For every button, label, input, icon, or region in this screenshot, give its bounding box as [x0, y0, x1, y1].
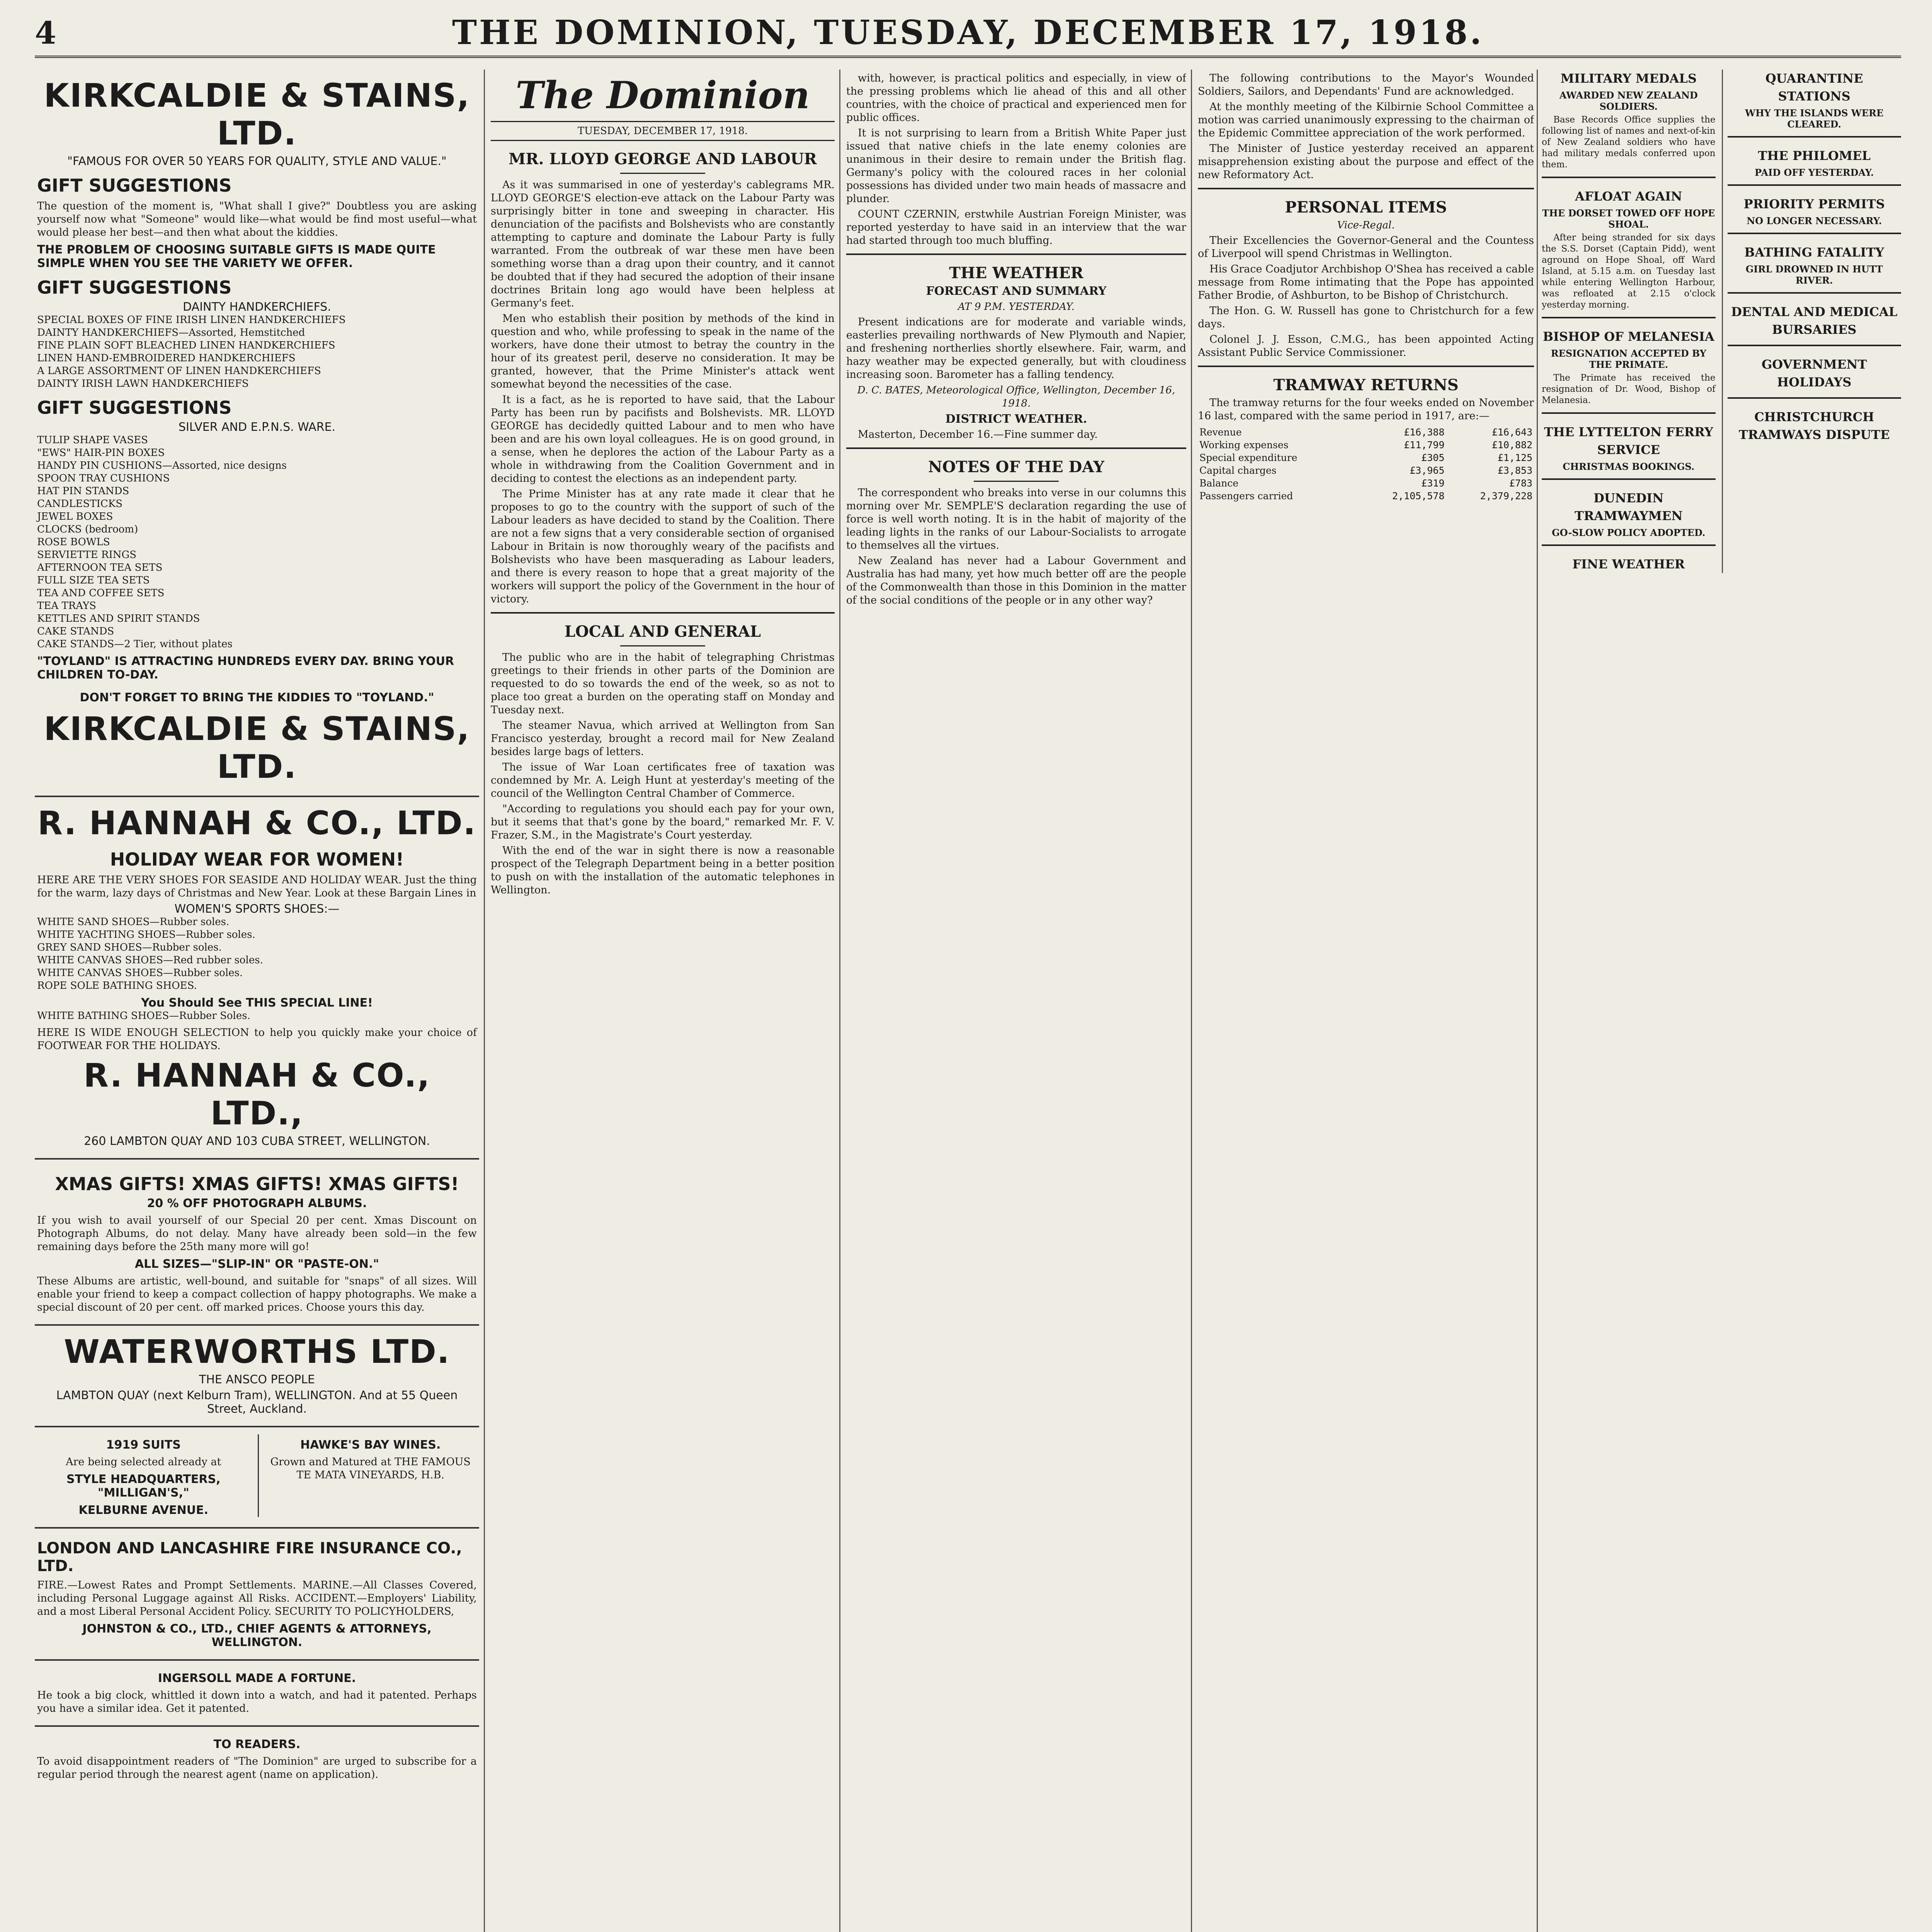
tramway-table	[1198, 426, 1534, 502]
section-subheading: PAID OFF YESTERDAY.	[1755, 167, 1874, 178]
dont-forget-text: DON'T FORGET TO BRING THE KIDDIES TO "TOYLAND."	[80, 691, 434, 704]
paper-nameplate: The Dominion	[515, 73, 810, 117]
list-item: WHITE BATHING SHOES—Rubber Soles.	[37, 1010, 250, 1022]
dunedin-section	[1542, 489, 1716, 538]
divider	[1728, 233, 1901, 234]
news-column-3	[846, 70, 1186, 1932]
table-cell: £10,882	[1492, 439, 1532, 451]
table-cell: £11,799	[1404, 439, 1445, 451]
section-heading: MR. LLOYD GEORGE AND LABOUR	[509, 150, 817, 168]
london-agents: JOHNSTON & CO., LTD., CHIEF AGENTS & ATTORNEYS, WELLINGTON.	[82, 1622, 432, 1649]
suits-text: Are being selected already at	[66, 1456, 221, 1468]
list-item: ROSE BOWLS	[37, 536, 110, 548]
paragraph: The Hon. G. W. Russell has gone to Christchurch for a few days.	[1198, 305, 1534, 330]
table-cell: Balance	[1199, 478, 1239, 489]
section-subheading: DISTRICT WEATHER.	[945, 412, 1087, 426]
fortune-ad	[35, 1661, 479, 1727]
gift-heading: GIFT SUGGESTIONS	[37, 277, 232, 298]
hannah-subhead: WOMEN'S SPORTS SHOES:—	[174, 902, 340, 916]
section-heading: NOTES OF THE DAY	[928, 458, 1104, 476]
xmas-sizes: ALL SIZES—"SLIP-IN" OR "PASTE-ON."	[134, 1257, 379, 1271]
personal-section	[1198, 199, 1534, 359]
london-ad	[35, 1529, 479, 1661]
list-item: HAT PIN STANDS	[37, 485, 129, 497]
paragraph: COUNT CZERNIN, erstwhile Austrian Foreign Minister, was reported yesterday to have said in an interview that the war had started through too much bluffing.	[846, 208, 1186, 247]
handkerchiefs-subhead: DAINTY HANDKERCHIEFS.	[183, 300, 331, 314]
xmas-ad	[35, 1160, 479, 1326]
permits-section	[1728, 195, 1901, 226]
table-cell: £783	[1509, 478, 1532, 489]
weather-time: AT 9 P.M. YESTERDAY.	[958, 301, 1075, 313]
philomel-section	[1728, 147, 1901, 178]
paragraph: Men who establish their position by methods of the kind in question and who, while professing to speak in the name of the workers, have done their utmost to betray the country in the hour of its greatest peril, deserve no consideration. It may be granted, however, that the Prime Minister's attack went somewhat beyond the necessities of the case.	[491, 313, 835, 390]
hannah-heading: HOLIDAY WEAR FOR WOMEN!	[110, 849, 404, 870]
paragraph: At the monthly meeting of the Kilbirnie School Committee a motion was carried unanimously expressing to the chairman of the Epidemic Committee appreciation of the work performed.	[1198, 101, 1534, 139]
column-rule	[1537, 70, 1538, 1932]
quarantine-section	[1728, 70, 1901, 130]
list-item: SPECIAL BOXES OF FINE IRISH LINEN HANDKERCHIEFS	[37, 314, 346, 326]
hannah-bathing	[37, 1010, 477, 1022]
list-item: ROPE SOLE BATHING SHOES.	[37, 980, 197, 992]
list-item: GREY SAND SHOES—Rubber soles.	[37, 942, 222, 953]
divider	[1198, 366, 1534, 367]
list-item: CAKE STANDS—2 Tier, without plates	[37, 638, 233, 650]
table-row	[1198, 477, 1534, 490]
divider	[974, 481, 1059, 482]
list-item: TEA TRAYS	[37, 600, 96, 612]
table-cell: £3,965	[1410, 465, 1445, 476]
table-cell: Capital charges	[1199, 465, 1277, 476]
list-item: FULL SIZE TEA SETS	[37, 575, 150, 586]
waterworths-ad	[35, 1326, 479, 1427]
divider	[1542, 412, 1716, 414]
section-heading: FINE WEATHER	[1572, 557, 1685, 571]
divider	[1542, 544, 1716, 546]
fortune-text: He took a big clock, whittled it down into a watch, and had it patented. Perhaps you have a similar idea. Get it patented.	[37, 1689, 477, 1714]
hannah-special: You Should See THIS SPECIAL LINE!	[141, 996, 373, 1010]
silver-subhead: SILVER AND E.P.N.S. WARE.	[178, 420, 336, 434]
section-heading: MILITARY MEDALS	[1560, 71, 1697, 86]
kirkcaldie-name: KIRKCALDIE & STAINS, LTD.	[44, 77, 470, 152]
fortune-heading: INGERSOLL MADE A FORTUNE.	[158, 1672, 356, 1685]
wines-block	[258, 1434, 477, 1517]
paragraph: Their Excellencies the Governor-General and the Countess of Liverpool will spend Christmas in Wellington.	[1198, 235, 1534, 260]
suits-avenue: KELBURNE AVENUE.	[78, 1503, 208, 1517]
paragraph: It is not surprising to learn from a British White Paper just issued that native chiefs in the late enemy colonies are unanimous in their desire to remain under the British flag. Germany's policy with the coloured races in her colonial possessions has divided under two main heads of massacre and plunder.	[846, 127, 1186, 205]
hannah-name-footer: R. HANNAH & CO., LTD.,	[83, 1056, 430, 1132]
hannah-list	[37, 916, 477, 992]
section-heading: LOCAL AND GENERAL	[564, 622, 761, 641]
paragraph: As it was summarised in one of yesterday's cablegrams MR. LLOYD GEORGE'S election-eve attack on the Labour Party was surprisingly bitter in tone and sweeping in character. His denunciation of the pacifists and Bolshevists who are constantly attempting to capture and dominate the Labour Party is fully warranted. From the outbreak of war these men have been something worse than a drag upon their country, and it cannot be doubted that if they had secured the adoption of their insane doctrines Britain long ago would have been helpless at Germany's feet.	[491, 179, 835, 309]
list-item: WHITE SAND SHOES—Rubber soles.	[37, 916, 230, 928]
table-cell: 2,379,228	[1480, 490, 1532, 502]
quarantine-block	[1722, 70, 1901, 573]
list-item: CLOCKS (bedroom)	[37, 524, 138, 535]
paragraph: The Minister of Justice yesterday received an apparent misapprehension existing about the purpose and effect of the new Reformatory Act.	[1198, 143, 1534, 181]
divider	[1728, 292, 1901, 294]
advertisements-column	[35, 70, 479, 1932]
divider	[1198, 188, 1534, 189]
hannah-ad	[35, 797, 479, 1160]
paragraph: The tramway returns for the four weeks ended on November 16 last, compared with the same period in 1917, are:—	[1198, 397, 1534, 422]
xmas-subhead: 20 % OFF PHOTOGRAPH ALBUMS.	[147, 1197, 367, 1210]
paragraph: The Prime Minister has at any rate made it clear that he proposes to go to the country with the support of such of the Labour leaders as have decided to stand by the Coalition. There are not a few signs that a very considerable section of organised Labour in Britain is now thoroughly weary of the pacifists and Bolshevists who have been masquerading as Labour leaders, and there is every reason to hope that a great majority of the workers will support the policy of the Government in the hour of victory.	[491, 488, 835, 605]
waterworths-name: WATERWORTHS LTD.	[64, 1333, 450, 1371]
section-subheading: GIRL DROWNED IN HUTT RIVER.	[1745, 264, 1883, 286]
christchurch-section	[1728, 408, 1901, 444]
suits-store: STYLE HEADQUARTERS, "MILLIGAN'S,"	[66, 1473, 221, 1500]
divider	[1728, 184, 1901, 186]
table-cell: £16,643	[1492, 427, 1532, 438]
wines-heading: HAWKE'S BAY WINES.	[300, 1438, 441, 1452]
list-item: CANDLESTICKS	[37, 498, 123, 510]
table-cell: Special expenditure	[1199, 452, 1298, 463]
lead-section	[1198, 72, 1534, 182]
column-rule	[484, 70, 485, 1932]
table-cell: 2,105,578	[1392, 490, 1445, 502]
paragraph: Masterton, December 16.—Fine summer day.	[858, 429, 1098, 440]
divider	[846, 253, 1186, 255]
wines-text: Grown and Matured at THE FAMOUS TE MATA VINEYARDS, H.B.	[270, 1456, 471, 1481]
list-item: A LARGE ASSORTMENT OF LINEN HANDKERCHIEFS	[37, 365, 321, 377]
table-cell: £305	[1421, 452, 1445, 463]
paragraph: Base Records Office supplies the following list of names and next-of-kin of New Zealand soldiers who have had military medals conferred upon them.	[1542, 115, 1716, 170]
section-heading: QUARANTINE STATIONS	[1765, 71, 1863, 104]
suits-ad	[35, 1427, 479, 1529]
table-row	[1198, 464, 1534, 477]
table-cell: £16,388	[1404, 427, 1445, 438]
table-cell: £1,125	[1497, 452, 1532, 463]
section-subheading: NO LONGER NECESSARY.	[1747, 215, 1882, 226]
section-heading: TRAMWAY RETURNS	[1273, 376, 1459, 394]
page-title: THE DOMINION, TUESDAY, DECEMBER 17, 1918.	[452, 13, 1484, 52]
section-subheading: GO-SLOW POLICY ADOPTED.	[1552, 527, 1706, 538]
section-subheading: Vice-Regal.	[1337, 219, 1395, 231]
kirkcaldie-tagline: "FAMOUS FOR OVER 50 YEARS FOR QUALITY, STYLE AND VALUE."	[67, 155, 447, 168]
list-item: FINE PLAIN SOFT BLEACHED LINEN HANDKERCHIEFS	[37, 340, 335, 351]
section-heading: AFLOAT AGAIN	[1575, 189, 1682, 204]
table-cell: Working expenses	[1199, 439, 1289, 451]
hannah-name: R. HANNAH & CO., LTD.	[37, 804, 476, 842]
section-heading: THE LYTTELTON FERRY SERVICE	[1544, 425, 1713, 457]
paragraph: After being stranded for six days the S.S. Dorset (Captain Pidd), went aground on Hope Shoal, off Ward Island, at 5.15 a.m. on Tuesday last while entering Wellington Harbour, was refloated at 2.15 o'clock yesterday morning.	[1542, 233, 1716, 310]
section-heading: BATHING FATALITY	[1744, 245, 1884, 260]
handkerchiefs-list	[37, 314, 477, 390]
list-item: DAINTY HANDKERCHIEFS—Assorted, Hemstitched	[37, 327, 305, 338]
medals-block	[1542, 70, 1716, 573]
lyttelton-section	[1542, 423, 1716, 472]
section-subheading: AWARDED NEW ZEALAND SOLDIERS.	[1559, 90, 1698, 112]
kirkcaldie-ad	[35, 70, 479, 797]
top-split	[1542, 70, 1901, 573]
list-item: JEWEL BOXES	[37, 511, 113, 522]
xmas-heading: XMAS GIFTS! XMAS GIFTS! XMAS GIFTS!	[55, 1173, 459, 1194]
section-subheading: RESIGNATION ACCEPTED BY THE PRIMATE.	[1551, 348, 1706, 370]
fine-section	[1542, 555, 1716, 573]
hannah-footwear: HERE IS WIDE ENOUGH SELECTION to help you quickly make your choice of FOOTWEAR FOR THE HOLIDAYS.	[37, 1027, 477, 1052]
bishop-section	[1542, 328, 1716, 406]
paragraph: The following contributions to the Mayor's Wounded Soldiers, Sailors, and Dependants' Fund are acknowledged.	[1198, 72, 1534, 97]
section-heading: PERSONAL ITEMS	[1285, 198, 1447, 216]
xmas-text: If you wish to avail yourself of our Special 20 per cent. Xmas Discount on Photograph Albums, do not delay. Many have already been sold—in the few remaining days before the 25th many more will go!	[37, 1214, 477, 1253]
section-heading: CHRISTCHURCH TRAMWAYS DISPUTE	[1738, 410, 1890, 442]
page-number: 4	[35, 15, 56, 51]
table-row	[1198, 490, 1534, 502]
table-cell: Passengers carried	[1199, 490, 1293, 502]
divider	[1728, 397, 1901, 399]
medals-section	[1542, 70, 1716, 170]
suits-block	[37, 1434, 250, 1517]
masthead	[35, 8, 1901, 58]
divider	[1542, 478, 1716, 480]
list-item: HANDY PIN CUSHIONS—Assorted, nice designs	[37, 460, 287, 471]
divider	[1542, 317, 1716, 318]
list-item: SPOON TRAY CUSHIONS	[37, 473, 170, 484]
paragraph: It is a fact, as he is reported to have said, that the Labour Party has been run by pacifists and Bolshevists. MR. LLOYD GEORGE has decidedly quitted Labour and to men who have been and are his own loyal colleagues. He is on good ground, in a sense, when he deplores the action of the Labour Party as a whole in withdrawing from the Coalition Government and in deciding to contest the elections as an independent party.	[491, 394, 835, 485]
list-item: TEA AND COFFEE SETS	[37, 587, 165, 599]
editorial-section	[491, 150, 835, 606]
divider	[491, 612, 835, 614]
divider	[620, 645, 705, 646]
section-heading: PRIORITY PERMITS	[1743, 197, 1885, 211]
section-heading: DUNEDIN TRAMWAYMEN	[1574, 491, 1683, 523]
silver-list	[37, 434, 477, 651]
xmas-text2: These Albums are artistic, well-bound, and suitable for "snaps" of all sizes. Will enable your friend to keep a compact collection of happy photographs. We make a special discount of 20 per cent. off marked prices. Choose yours this day.	[37, 1275, 477, 1313]
table-cell: Revenue	[1199, 427, 1242, 438]
dateline: TUESDAY, DECEMBER 17, 1918.	[491, 121, 835, 141]
bathing-section	[1728, 243, 1901, 286]
waterworths-sub: THE ANSCO PEOPLE	[199, 1373, 315, 1386]
list-item: DAINTY IRISH LAWN HANDKERCHIEFS	[37, 378, 249, 389]
section-subheading: FORECAST AND SUMMARY	[926, 284, 1107, 298]
paragraph: Colonel J. J. Esson, C.M.G., has been appointed Acting Assistant Public Service Commissioner.	[1198, 333, 1534, 359]
paragraph: The correspondent who breaks into verse in our columns this morning over Mr. SEMPLE'S declaration regarding the use of force is well worth noting. It is in the habit of majority of the leading lights in the ranks of our Labour-Socialists to arrogate to themselves all the virtues.	[846, 487, 1186, 551]
section-heading: GOVERNMENT HOLIDAYS	[1761, 357, 1867, 389]
list-item: KETTLES AND SPIRIT STANDS	[37, 613, 200, 624]
list-item: CAKE STANDS	[37, 626, 114, 637]
paragraph: Present indications are for moderate and variable winds, easterlies prevailing northwards of New Plymouth and Napier, and freshening northerlies shortly elsewhere. Fair, warm, and hazy weather may be expected generally, but with cloudiness increasing soon. Barometer has a falling tendency.	[846, 316, 1186, 381]
paragraph: The public who are in the habit of telegraphing Christmas greetings to their friends in other parts of the Dominion are requested to do so towards the end of the week, so as not to place too great a burden on the operating staff on Monday and Tuesday next.	[491, 651, 835, 716]
divider	[1728, 136, 1901, 138]
table-cell: £319	[1421, 478, 1445, 489]
readers-text: To avoid disappointment readers of "The Dominion" are urged to subscribe for a regular period through the nearest agent (name on application).	[37, 1755, 477, 1781]
section-heading: THE PHILOMEL	[1758, 148, 1871, 163]
divider	[1728, 345, 1901, 346]
afloat-section	[1542, 187, 1716, 311]
weather-officer: D. C. BATES, Meteorological Office, Wellington, December 16, 1918.	[857, 384, 1175, 409]
list-item: LINEN HAND-EMBROIDERED HANDKERCHIEFS	[37, 352, 296, 364]
tramway-section	[1198, 376, 1534, 502]
table-cell: £3,853	[1497, 465, 1532, 476]
section-subheading: CHRISTMAS BOOKINGS.	[1563, 461, 1695, 472]
section-heading: THE WEATHER	[949, 264, 1083, 282]
gift-text: The question of the moment is, "What shall I give?" Doubtless you are asking yourself now what "Someone" would like—what would be find most useful—what would please her best—and then what about the kiddies.	[37, 200, 477, 238]
divider	[620, 173, 705, 174]
section-subheading: WHY THE ISLANDS WERE CLEARED.	[1745, 107, 1884, 130]
paragraph: The Primate has received the resignation of Dr. Wood, Bishop of Melanesia.	[1542, 373, 1716, 405]
section-heading: BISHOP OF MELANESIA	[1543, 329, 1714, 344]
list-item: WHITE CANVAS SHOES—Rubber soles.	[37, 967, 243, 979]
waterworths-address: LAMBTON QUAY (next Kelburn Tram), WELLINGTON. And at 55 Queen Street, Auckland.	[56, 1389, 458, 1416]
local-section	[491, 623, 835, 897]
table-row	[1198, 451, 1534, 464]
notes-section	[846, 458, 1186, 607]
lead-section	[846, 72, 1186, 247]
gift-caps: THE PROBLEM OF CHOOSING SUITABLE GIFTS IS MADE QUITE SIMPLE WHEN YOU SEE THE VARIETY WE OFFER.	[37, 243, 436, 270]
toyland-text: "TOYLAND" IS ATTRACTING HUNDREDS EVERY DAY. BRING YOUR CHILDREN TO-DAY.	[37, 655, 454, 682]
editorial-column	[491, 70, 835, 1932]
list-item: SERVIETTE RINGS	[37, 549, 137, 561]
readers-ad	[35, 1727, 479, 1791]
paragraph: With the end of the war in sight there is now a reasonable prospect of the Telegraph Department being in a better position to push on with the installation of the automatic telephones in Wellington.	[491, 845, 835, 896]
paragraph: New Zealand has never had a Labour Government and Australia has had many, yet how much better off are the people of the Commonwealth than those in this Dominion in the matter of the social conditions of the people or in any other way?	[846, 555, 1186, 606]
london-text: FIRE.—Lowest Rates and Prompt Settlements. MARINE.—All Classes Covered, including Personal Luggage against All Risks. ACCIDENT.—Employers' Liability, and a most Liberal Personal Accident Policy. SECURITY TO POLICYHOLDERS,	[37, 1579, 477, 1617]
divider	[1542, 177, 1716, 178]
divider	[846, 447, 1186, 449]
paragraph: The issue of War Loan certificates free of taxation was condemned by Mr. A. Leigh Hunt at yesterday's meeting of the council of the Wellington Central Chamber of Commerce.	[491, 761, 835, 799]
section-heading: DENTAL AND MEDICAL BURSARIES	[1731, 304, 1898, 337]
paragraph: with, however, is practical politics and especially, in view of the pressing problems which lie ahead of this and all other countries, with the choice of practical and experienced men for public offices.	[846, 72, 1186, 124]
list-item: AFTERNOON TEA SETS	[37, 562, 163, 573]
gift-heading: GIFT SUGGESTIONS	[37, 175, 232, 196]
weather-section	[846, 264, 1186, 441]
news-column-5	[1542, 70, 1901, 1932]
dental-section	[1728, 303, 1901, 338]
kirkcaldie-name-footer: KIRKCALDIE & STAINS, LTD.	[44, 710, 470, 786]
list-item: WHITE YACHTING SHOES—Rubber soles.	[37, 929, 255, 940]
hannah-address: 260 LAMBTON QUAY AND 103 CUBA STREET, WELLINGTON.	[84, 1134, 430, 1148]
table-row	[1198, 439, 1534, 451]
holidays-section	[1728, 355, 1901, 391]
hannah-text: HERE ARE THE VERY SHOES FOR SEASIDE AND HOLIDAY WEAR. Just the thing for the warm, lazy days of Christmas and New Year. Look at these Bargain Lines in	[37, 874, 477, 899]
gift-heading: GIFT SUGGESTIONS	[37, 397, 232, 418]
paragraph: His Grace Coadjutor Archbishop O'Shea has received a cable message from Rome intimating that the Pope has appointed Father Brodie, of Ashburton, to be Bishop of Christchurch.	[1198, 263, 1534, 301]
list-item: WHITE CANVAS SHOES—Red rubber soles.	[37, 954, 263, 966]
paragraph: "According to regulations you should each pay for your own, but it seems that that's gone by the board," remarked Mr. F. V. Frazer, S.M., in the Magistrate's Court yesterday.	[491, 803, 835, 841]
news-column-4	[1198, 70, 1534, 1932]
suits-heading: 1919 SUITS	[106, 1438, 181, 1452]
list-item: "EWS" HAIR-PIN BOXES	[37, 447, 165, 459]
list-item: TULIP SHAPE VASES	[37, 434, 148, 446]
london-name: LONDON AND LANCASHIRE FIRE INSURANCE CO., LTD.	[37, 1539, 462, 1575]
table-row	[1198, 426, 1534, 439]
paragraph: The steamer Navua, which arrived at Wellington from San Francisco yesterday, brought a record mail for New Zealand besides large bags of letters.	[491, 719, 835, 758]
column-rule	[839, 70, 840, 1932]
readers-heading: TO READERS.	[213, 1738, 301, 1751]
column-rule	[1191, 70, 1192, 1932]
section-subheading: THE DORSET TOWED OFF HOPE SHOAL.	[1542, 207, 1715, 230]
